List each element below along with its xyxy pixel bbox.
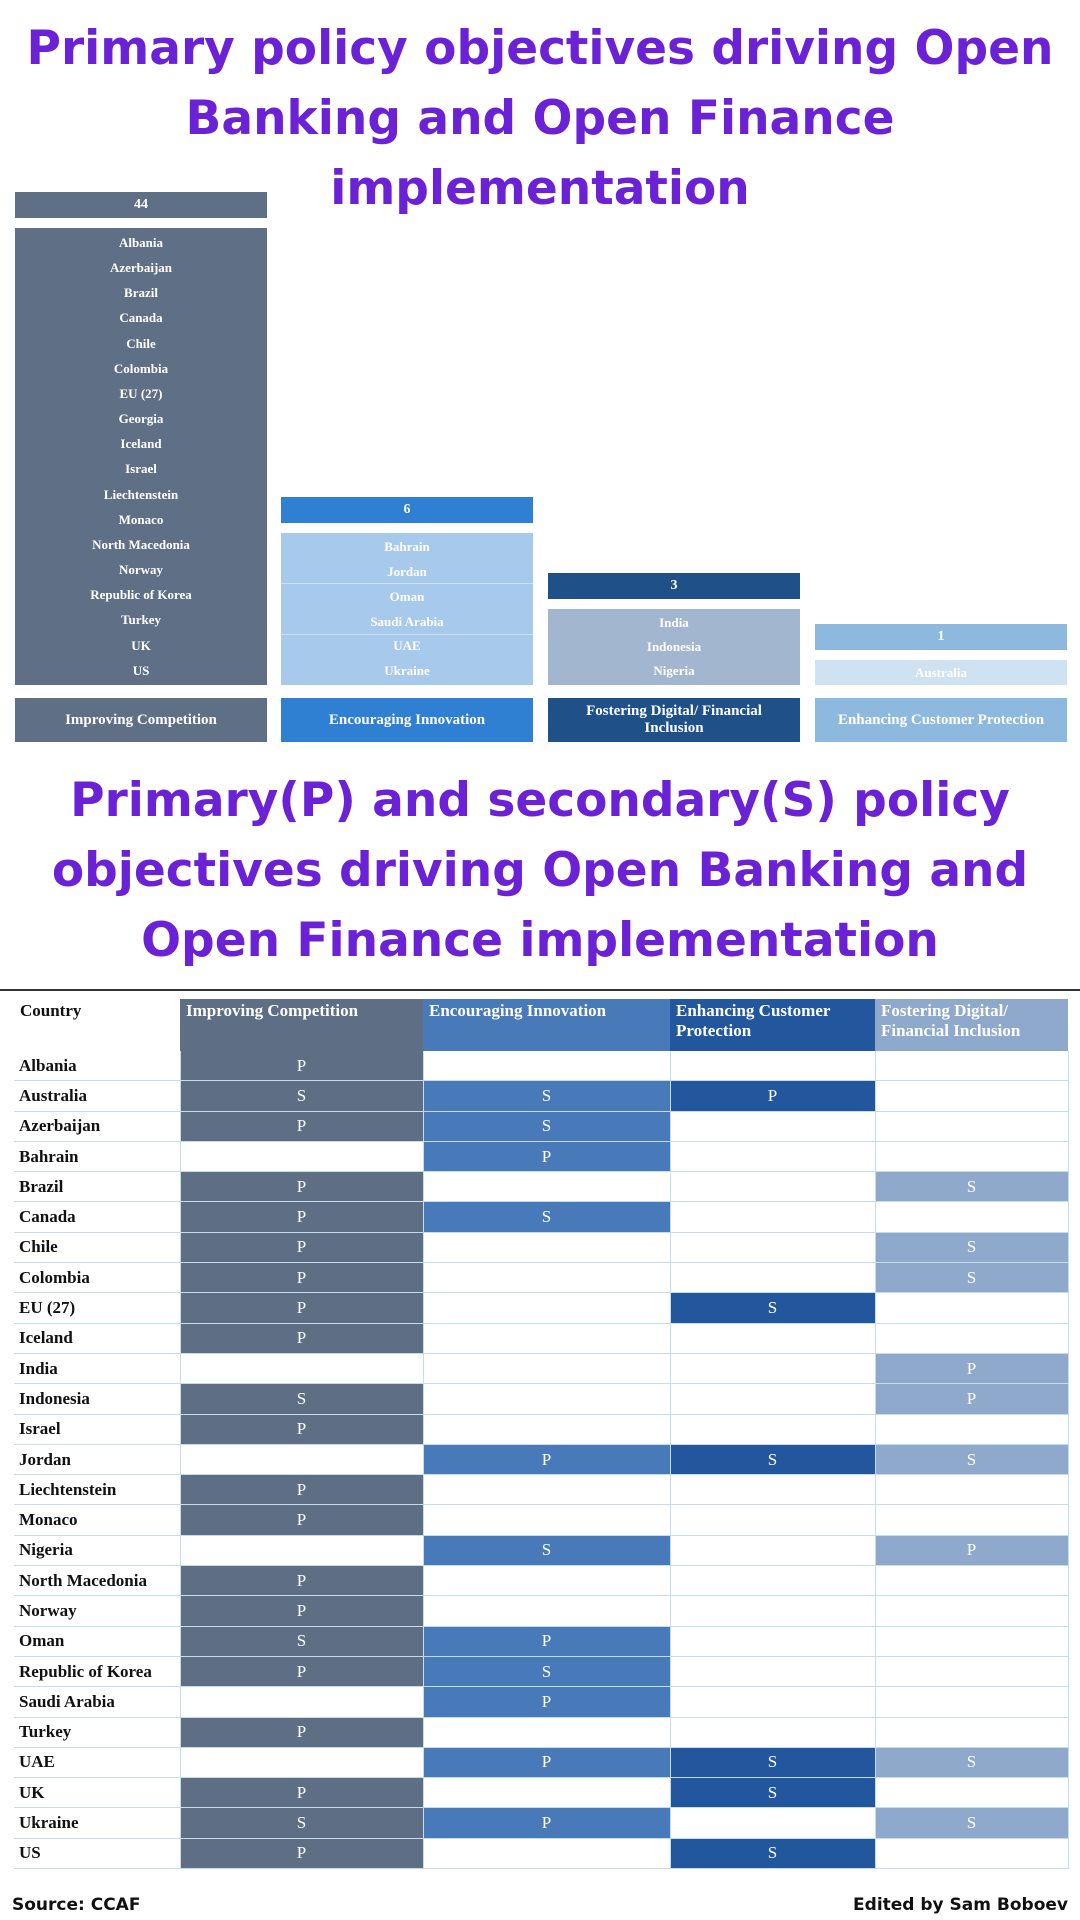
country-cell: Ukraine <box>14 1808 180 1838</box>
country-cell: UAE <box>14 1747 180 1777</box>
objective-cell: P <box>180 1051 423 1081</box>
objective-cell <box>875 1656 1068 1686</box>
country-cell: Iceland <box>14 1323 180 1353</box>
objective-cell: P <box>180 1778 423 1808</box>
objective-cell <box>670 1656 875 1686</box>
objective-cell <box>670 1475 875 1505</box>
table-top-rule <box>0 989 1080 991</box>
source-note: Source: CCAF <box>12 1895 141 1915</box>
objective-cell: P <box>875 1535 1068 1565</box>
objective-cell <box>670 1808 875 1838</box>
credit-note: Edited by Sam Boboev <box>853 1895 1068 1915</box>
country-name: Georgia <box>118 411 164 427</box>
country-cell: Jordan <box>14 1444 180 1474</box>
country-cell: Chile <box>14 1232 180 1262</box>
objective-cell: S <box>670 1444 875 1474</box>
category-label-enhancing-customer-protection: Enhancing Customer Protection <box>815 698 1067 742</box>
country-name: Israel <box>125 461 157 477</box>
objective-cell <box>423 1172 670 1202</box>
country-cell: Australia <box>14 1081 180 1111</box>
country-list-enhancing-customer-protection <box>815 660 1067 685</box>
objective-cell <box>670 1141 875 1171</box>
table-row <box>14 1838 1068 1868</box>
objective-cell: S <box>670 1778 875 1808</box>
table-row <box>14 1626 1068 1656</box>
objective-cell <box>670 1384 875 1414</box>
table-row <box>14 1081 1068 1111</box>
objective-cell: P <box>423 1444 670 1474</box>
objective-cell: P <box>875 1384 1068 1414</box>
objective-cell <box>670 1505 875 1535</box>
country-name: North Macedonia <box>92 536 190 552</box>
objective-cell <box>670 1353 875 1383</box>
objective-cell <box>670 1566 875 1596</box>
count-bar-enhancing-customer-protection: 1 <box>815 624 1067 650</box>
objective-cell: S <box>423 1081 670 1111</box>
country-cell: Nigeria <box>14 1535 180 1565</box>
country-name: Brazil <box>124 285 158 301</box>
header-country: Country <box>14 999 180 1051</box>
objective-cell <box>180 1747 423 1777</box>
objective-cell: P <box>180 1566 423 1596</box>
objective-cell <box>875 1838 1068 1868</box>
objective-cell: P <box>180 1596 423 1626</box>
objective-cell <box>670 1232 875 1262</box>
objective-cell: P <box>180 1475 423 1505</box>
objective-cell: P <box>180 1111 423 1141</box>
country-list-improving-competition <box>15 228 267 685</box>
table-body <box>14 1051 1068 1869</box>
country-cell: Israel <box>14 1414 180 1444</box>
country-cell: Republic of Korea <box>14 1656 180 1686</box>
country-name: Indonesia <box>646 639 702 655</box>
objective-cell <box>875 1475 1068 1505</box>
country-cell: Saudi Arabia <box>14 1687 180 1717</box>
table-row <box>14 1475 1068 1505</box>
country-cell: Turkey <box>14 1717 180 1747</box>
country-name: UK <box>131 637 151 653</box>
table-title: Primary(P) and secondary(S) policy objectives driving Open Banking and Open Finance implementation <box>51 773 1029 968</box>
header-objective: Fostering Digital/ Financial Inclusion <box>875 999 1068 1051</box>
country-cell: Indonesia <box>14 1384 180 1414</box>
objective-cell <box>423 1717 670 1747</box>
objective-cell <box>180 1141 423 1171</box>
objective-cell <box>875 1505 1068 1535</box>
table-row <box>14 1293 1068 1323</box>
table-row <box>14 1656 1068 1686</box>
objective-cell <box>670 1202 875 1232</box>
table-row <box>14 1778 1068 1808</box>
objective-cell: P <box>423 1141 670 1171</box>
objective-cell: P <box>180 1323 423 1353</box>
primary-objectives-chart <box>0 0 1080 760</box>
country-cell: Brazil <box>14 1172 180 1202</box>
objective-cell: S <box>875 1444 1068 1474</box>
objective-cell <box>423 1596 670 1626</box>
country-name: Bahrain <box>384 539 430 555</box>
country-name: Norway <box>118 562 164 578</box>
table-row <box>14 1202 1068 1232</box>
objective-cell <box>670 1414 875 1444</box>
table-header-row <box>14 999 1068 1051</box>
objective-cell: S <box>875 1232 1068 1262</box>
table-row <box>14 1808 1068 1838</box>
objective-cell: P <box>423 1687 670 1717</box>
objective-cell: P <box>180 1232 423 1262</box>
group-separator <box>281 634 533 635</box>
objective-cell <box>875 1687 1068 1717</box>
group-separator <box>281 583 533 584</box>
objective-cell <box>670 1263 875 1293</box>
country-cell: Bahrain <box>14 1141 180 1171</box>
objective-cell <box>423 1838 670 1868</box>
objective-cell <box>423 1566 670 1596</box>
objective-cell <box>670 1687 875 1717</box>
objective-cell <box>423 1293 670 1323</box>
objective-cell <box>875 1626 1068 1656</box>
country-list-encouraging-innovation <box>281 533 533 685</box>
objective-cell <box>875 1081 1068 1111</box>
country-name: EU (27) <box>119 385 163 401</box>
country-cell: Albania <box>14 1051 180 1081</box>
objective-cell <box>875 1141 1068 1171</box>
objective-cell: S <box>180 1808 423 1838</box>
header-objective: Encouraging Innovation <box>423 999 670 1051</box>
objective-cell <box>875 1778 1068 1808</box>
objective-cell <box>180 1353 423 1383</box>
objective-cell: S <box>423 1111 670 1141</box>
country-name: India <box>659 615 689 631</box>
objective-cell <box>423 1505 670 1535</box>
chart-title: Primary policy objectives driving Open Banking and Open Finance implementation <box>26 21 1054 216</box>
objective-cell: S <box>670 1293 875 1323</box>
objective-cell <box>875 1566 1068 1596</box>
table-row <box>14 1111 1068 1141</box>
table-row <box>14 1384 1068 1414</box>
table-row <box>14 1353 1068 1383</box>
table-row <box>14 1535 1068 1565</box>
objective-cell: P <box>423 1626 670 1656</box>
objective-cell <box>670 1051 875 1081</box>
objective-cell: P <box>423 1808 670 1838</box>
objective-cell: S <box>875 1747 1068 1777</box>
objective-cell <box>875 1596 1068 1626</box>
objective-cell: P <box>180 1293 423 1323</box>
objective-cell: P <box>670 1081 875 1111</box>
country-cell: Monaco <box>14 1505 180 1535</box>
objective-cell <box>875 1717 1068 1747</box>
table-row <box>14 1444 1068 1474</box>
country-cell: UK <box>14 1778 180 1808</box>
objective-cell: S <box>423 1202 670 1232</box>
table-row <box>14 1414 1068 1444</box>
objective-cell: S <box>875 1172 1068 1202</box>
category-label-encouraging-innovation: Encouraging Innovation <box>281 698 533 742</box>
objective-cell: S <box>423 1535 670 1565</box>
country-cell: India <box>14 1353 180 1383</box>
country-name: Colombia <box>113 360 169 376</box>
objective-cell <box>423 1232 670 1262</box>
country-name: Turkey <box>121 612 161 628</box>
objective-cell <box>875 1051 1068 1081</box>
table-row <box>14 1717 1068 1747</box>
objective-cell <box>423 1263 670 1293</box>
country-cell: EU (27) <box>14 1293 180 1323</box>
country-name: Nigeria <box>653 663 695 679</box>
objective-cell: S <box>180 1081 423 1111</box>
objective-cell: P <box>423 1747 670 1777</box>
count-bar-improving-competition: 44 <box>15 192 267 218</box>
table-row <box>14 1566 1068 1596</box>
country-list-fostering-digital-financial-inclusion <box>548 609 800 685</box>
table-row <box>14 1263 1068 1293</box>
table-row <box>14 1172 1068 1202</box>
objective-cell <box>670 1626 875 1656</box>
table-row <box>14 1232 1068 1262</box>
objective-cell <box>670 1717 875 1747</box>
table-row <box>14 1141 1068 1171</box>
objective-cell: P <box>180 1202 423 1232</box>
country-name: Monaco <box>118 511 164 527</box>
country-name: Oman <box>389 588 425 604</box>
table-row <box>14 1596 1068 1626</box>
objective-cell <box>423 1384 670 1414</box>
country-cell: Colombia <box>14 1263 180 1293</box>
header-objective: Improving Competition <box>180 999 423 1051</box>
objective-cell <box>670 1111 875 1141</box>
country-cell: Canada <box>14 1202 180 1232</box>
objective-cell: P <box>180 1838 423 1868</box>
objective-cell <box>180 1687 423 1717</box>
objective-cell <box>180 1444 423 1474</box>
country-name: Ukraine <box>384 663 430 679</box>
objective-cell: S <box>670 1747 875 1777</box>
objective-cell <box>875 1293 1068 1323</box>
country-cell: Oman <box>14 1626 180 1656</box>
country-name: Saudi Arabia <box>370 613 444 629</box>
objective-cell: P <box>180 1263 423 1293</box>
country-name: Republic of Korea <box>90 587 192 603</box>
objective-cell: S <box>423 1656 670 1686</box>
country-name: Iceland <box>120 436 162 452</box>
objective-cell: P <box>180 1656 423 1686</box>
objective-cell <box>423 1323 670 1353</box>
country-cell: Norway <box>14 1596 180 1626</box>
country-name: US <box>132 662 150 678</box>
country-cell: North Macedonia <box>14 1566 180 1596</box>
objective-cell <box>875 1323 1068 1353</box>
objective-cell: P <box>875 1353 1068 1383</box>
country-cell: Liechtenstein <box>14 1475 180 1505</box>
country-name: Chile <box>126 335 156 351</box>
header-objective: Enhancing Customer Protection <box>670 999 875 1051</box>
country-name: Liechtenstein <box>103 486 179 502</box>
objective-cell: P <box>180 1414 423 1444</box>
objective-cell: S <box>670 1838 875 1868</box>
table-row <box>14 1051 1068 1081</box>
country-name: Albania <box>118 234 164 250</box>
country-name: Canada <box>119 310 163 326</box>
count-bar-fostering-digital-financial-inclusion: 3 <box>548 573 800 599</box>
count-bar-encouraging-innovation: 6 <box>281 497 533 523</box>
country-name: Jordan <box>387 564 427 580</box>
objective-cell <box>423 1051 670 1081</box>
objective-cell <box>180 1535 423 1565</box>
table-row <box>14 1323 1068 1353</box>
country-cell: US <box>14 1838 180 1868</box>
objectives-matrix-table <box>14 999 1069 1869</box>
category-label-improving-competition: Improving Competition <box>15 698 267 742</box>
objective-cell: S <box>180 1384 423 1414</box>
table-row <box>14 1505 1068 1535</box>
objective-cell <box>423 1414 670 1444</box>
country-name: UAE <box>393 638 421 654</box>
objective-cell <box>423 1475 670 1505</box>
objective-cell <box>423 1353 670 1383</box>
objective-cell <box>875 1202 1068 1232</box>
objective-cell <box>670 1596 875 1626</box>
table-row <box>14 1747 1068 1777</box>
objective-cell: P <box>180 1717 423 1747</box>
category-label-fostering-digital-financial-inclusion: Fostering Digital/ Financial Inclusion <box>548 698 800 742</box>
objective-cell: S <box>875 1808 1068 1838</box>
country-cell: Azerbaijan <box>14 1111 180 1141</box>
objective-cell <box>423 1778 670 1808</box>
objective-cell <box>670 1535 875 1565</box>
objective-cell <box>670 1323 875 1353</box>
objective-cell <box>875 1111 1068 1141</box>
objective-cell: S <box>875 1263 1068 1293</box>
objective-cell <box>875 1414 1068 1444</box>
table-row <box>14 1687 1068 1717</box>
country-name: Australia <box>915 664 967 680</box>
objective-cell: P <box>180 1505 423 1535</box>
objective-cell <box>670 1172 875 1202</box>
objective-cell: P <box>180 1172 423 1202</box>
objective-cell: S <box>180 1626 423 1656</box>
country-name: Azerbaijan <box>109 260 173 276</box>
